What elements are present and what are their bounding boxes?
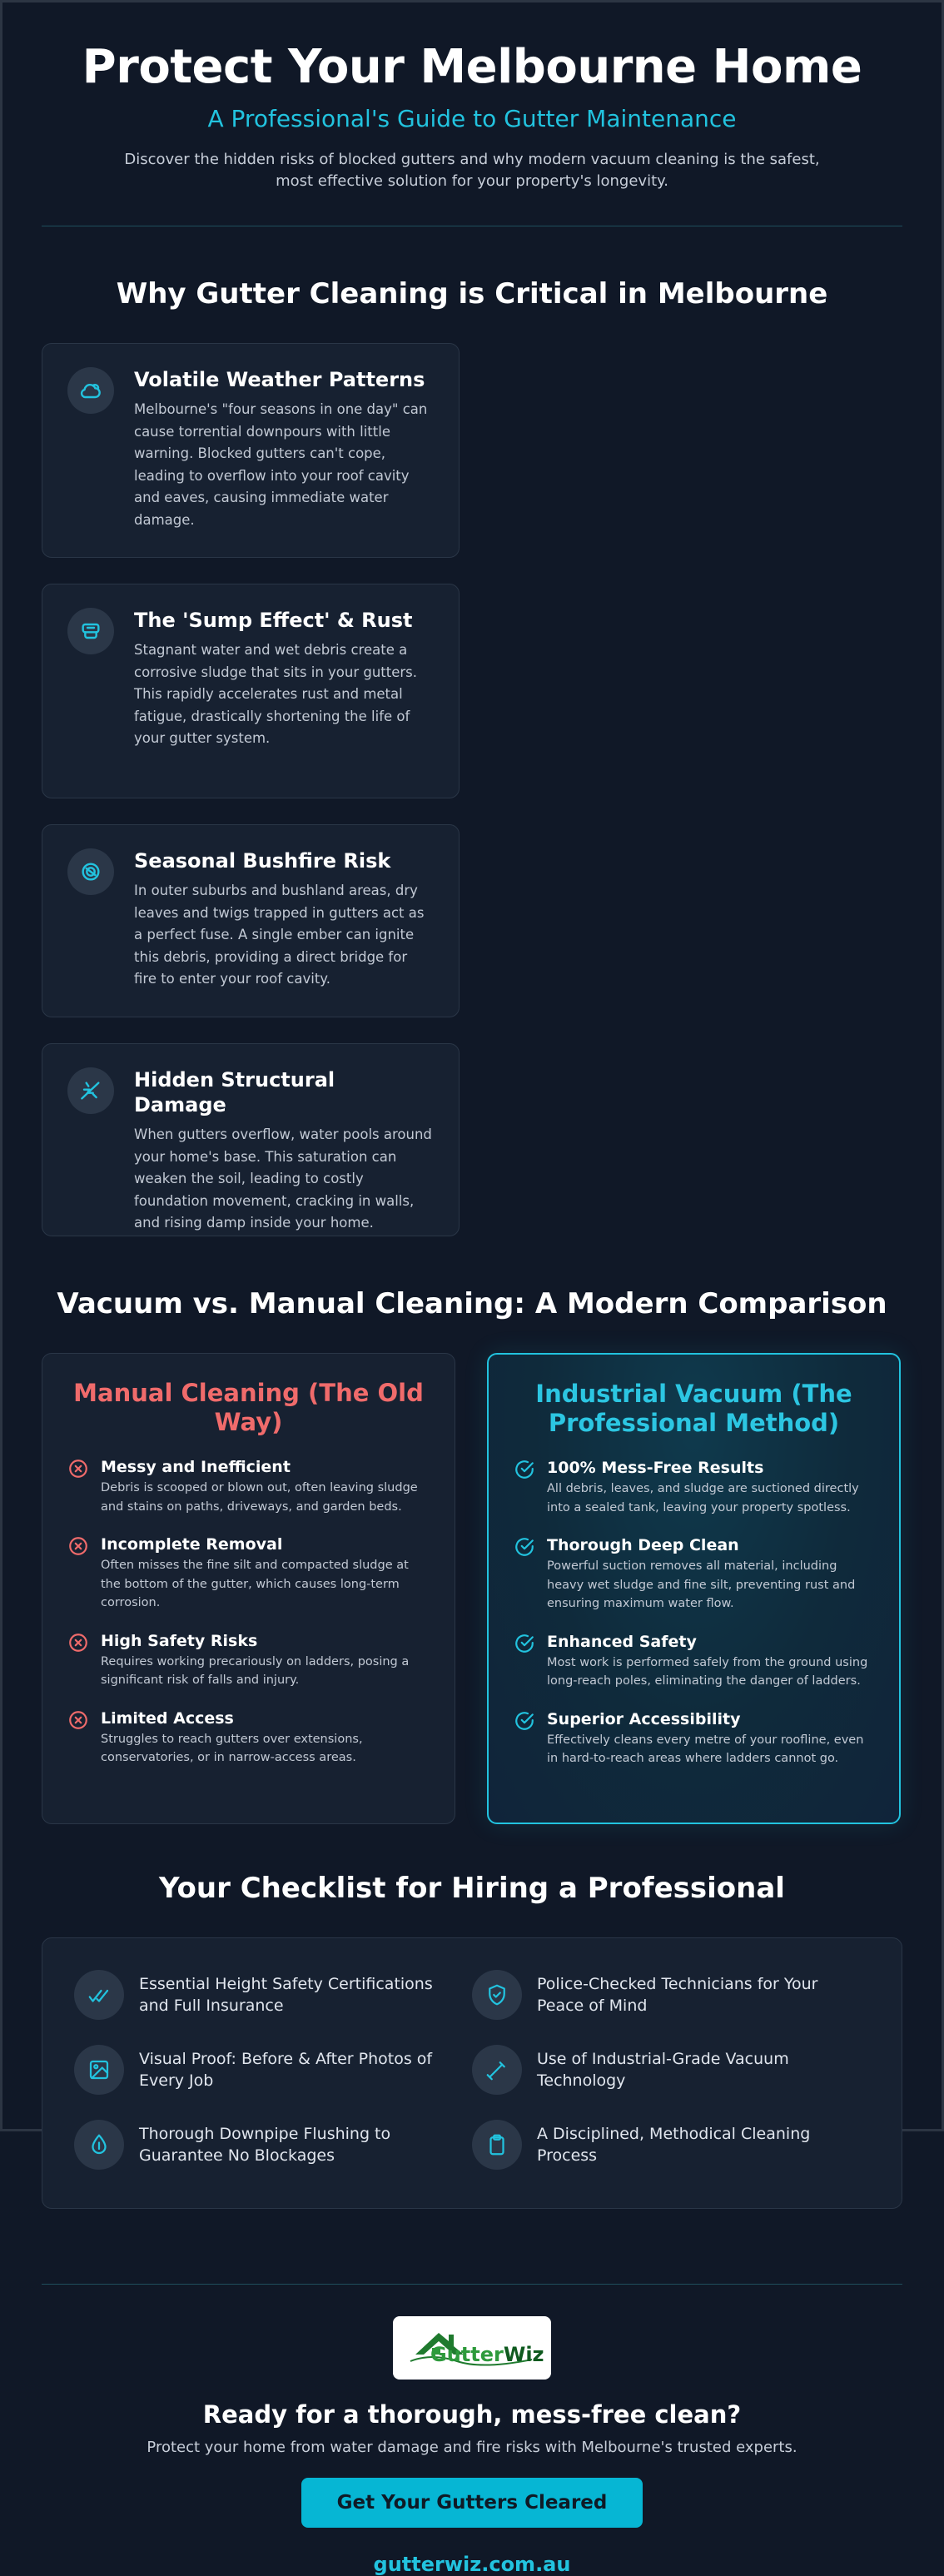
risk-cards [42, 343, 902, 1236]
comparison-title: Vacuum vs. Manual Cleaning: A Modern Comparison [57, 1287, 887, 1320]
risks-section [42, 276, 902, 1236]
point-title: Limited Access [101, 1708, 234, 1728]
x-circle-icon [67, 1458, 89, 1479]
checklist-text: A Disciplined, Methodical Cleaning Process [537, 2125, 811, 2165]
wand-icon [472, 2045, 522, 2095]
point-title: Thorough Deep Clean [547, 1536, 739, 1554]
ladder-icon [74, 1970, 124, 2020]
point-text: All debris, leaves, and sludge are suctioned directly into a sealed tank, leaving your property spotless. [547, 1482, 859, 1514]
point-title: High Safety Risks [101, 1631, 258, 1650]
manual-title: Manual Cleaning (The Old Way) [73, 1379, 424, 1436]
checklist-section [42, 1871, 902, 2209]
divider [42, 2284, 902, 2285]
risk-card-text: Stagnant water and wet debris create a corrosive sludge that sits in your gutters. This rapidly accelerates rust and metal fatigue, drastically shortening the life of your gutter system. [134, 642, 418, 746]
footer-subtext: Protect your home from water damage and fire risks with Melbourne's trusted experts. [147, 2439, 797, 2456]
check-circle-icon [514, 1536, 535, 1558]
check-circle-icon [514, 1633, 535, 1654]
comparison-columns [42, 1353, 902, 1824]
risk-card-title: Volatile Weather Patterns [134, 368, 425, 391]
checklist-text: Police-Checked Technicians for Your Peace of Mind [537, 1975, 818, 2015]
checklist-text: Thorough Downpipe Flushing to Guarantee No Blockages [139, 2125, 391, 2165]
hero [42, 2, 902, 192]
x-circle-icon [67, 1535, 89, 1557]
risk-card-title: The 'Sump Effect' & Rust [134, 609, 413, 632]
vacuum-point [514, 1709, 874, 1768]
manual-point [67, 1708, 430, 1768]
checklist-card [42, 1937, 902, 2209]
risk-card-text: When gutters overflow, water pools around your home's base. This saturation can weaken the soil, leading to costly foundation movement, cracking in walls, and rising damp inside your home. [134, 1126, 432, 1231]
risk-card-title: Hidden Structural Damage [134, 1068, 335, 1116]
checklist-item [74, 2120, 472, 2170]
point-text: Often misses the fine silt and compacted sludge at the bottom of the gutter, which causes long-term corrosion. [101, 1559, 409, 1609]
risk-card-weather [42, 343, 460, 558]
point-text: Struggles to reach gutters over extensions, conservatories, or in narrow-access areas. [101, 1732, 363, 1764]
checklist-item [74, 1970, 472, 2020]
risk-card-bushfire [42, 824, 460, 1017]
point-text: Most work is performed safely from the ground using long-reach poles, eliminating the danger of ladders. [547, 1655, 868, 1688]
checklist-item [472, 1970, 870, 2020]
point-text: Effectively cleans every metre of your roofline, even in hard-to-reach areas where ladders cannot go. [547, 1733, 864, 1765]
risk-card-text: In outer suburbs and bushland areas, dry leaves and twigs trapped in gutters act as a perfect fuse. A single ember can ignite this debris, providing a direct bridge for fire to enter your roof cavity. [134, 883, 425, 987]
gutterwiz-logo [393, 2316, 551, 2380]
manual-point [67, 1534, 430, 1613]
cloud-icon [67, 367, 114, 414]
vacuum-column [487, 1353, 901, 1824]
clipboard-icon [472, 2120, 522, 2170]
vacuum-title: Industrial Vacuum (The Professional Method) [535, 1380, 852, 1437]
vacuum-point [514, 1632, 874, 1691]
point-title: Incomplete Removal [101, 1535, 283, 1554]
comparison-section [42, 1286, 902, 1824]
website-link[interactable]: gutterwiz.com.au [373, 2553, 571, 2576]
page-content [2, 2, 942, 2576]
risks-title: Why Gutter Cleaning is Critical in Melbourne [116, 277, 828, 311]
point-title: 100% Mess-Free Results [547, 1459, 764, 1477]
fire-icon [67, 848, 114, 895]
image-icon [74, 2045, 124, 2095]
risk-card-structural [42, 1043, 460, 1236]
check-circle-icon [514, 1710, 535, 1732]
checklist-text: Essential Height Safety Certifications and Full Insurance [139, 1975, 433, 2015]
footer-headline: Ready for a thorough, mess-free clean? [202, 2400, 742, 2429]
manual-point [67, 1631, 430, 1690]
page-title: Protect Your Melbourne Home [82, 40, 862, 94]
checklist-item [74, 2045, 472, 2095]
manual-point [67, 1457, 430, 1516]
shield-check-icon [472, 1970, 522, 2020]
risk-card-text: Melbourne's "four seasons in one day" can cause torrential downpours with little warning. Blocked gutters can't cope, leading to overflow into your roof cavity and eaves, causing immediate water damage. [134, 401, 428, 528]
risk-card-title: Seasonal Bushfire Risk [134, 849, 391, 873]
risk-card-sump [42, 584, 460, 798]
sump-icon [67, 608, 114, 654]
logo-text-b: Wiz [503, 2343, 544, 2366]
point-text: Powerful suction removes all material, including heavy wet sludge and fine silt, preventing rust and ensuring maximum water flow. [547, 1559, 856, 1610]
checklist-text: Use of Industrial-Grade Vacuum Technology [537, 2050, 789, 2090]
vacuum-point [514, 1535, 874, 1614]
manual-column [42, 1353, 455, 1824]
svg-text:GutterWiz [430, 2343, 544, 2366]
droplet-icon [74, 2120, 124, 2170]
point-text: Requires working precariously on ladders, posing a significant risk of falls and injury. [101, 1654, 410, 1687]
check-circle-icon [514, 1459, 535, 1480]
checklist-text: Visual Proof: Before & After Photos of Every Job [139, 2050, 433, 2090]
page-subtitle: A Professional's Guide to Gutter Maintenance [207, 105, 737, 132]
checklist-item [472, 2045, 870, 2095]
checklist-item [472, 2120, 870, 2170]
point-title: Messy and Inefficient [101, 1458, 291, 1476]
point-title: Superior Accessibility [547, 1709, 741, 1728]
crack-icon [67, 1067, 114, 1114]
get-gutters-cleared-button[interactable]: Get Your Gutters Cleared [301, 2478, 643, 2528]
point-title: Enhanced Safety [547, 1632, 697, 1651]
intro-text: Discover the hidden risks of blocked gutters and why modern vacuum cleaning is the safest, most effective solution for your property's longevity. [124, 151, 820, 190]
x-circle-icon [67, 1709, 89, 1731]
x-circle-icon [67, 1632, 89, 1654]
point-text: Debris is scooped or blown out, often leaving sludge and stains on paths, driveways, and garden beds. [101, 1481, 418, 1514]
logo-text-a: Gutter [430, 2343, 504, 2366]
checklist-title: Your Checklist for Hiring a Professional [159, 1872, 785, 1905]
vacuum-point [514, 1458, 874, 1517]
footer [42, 2316, 902, 2576]
